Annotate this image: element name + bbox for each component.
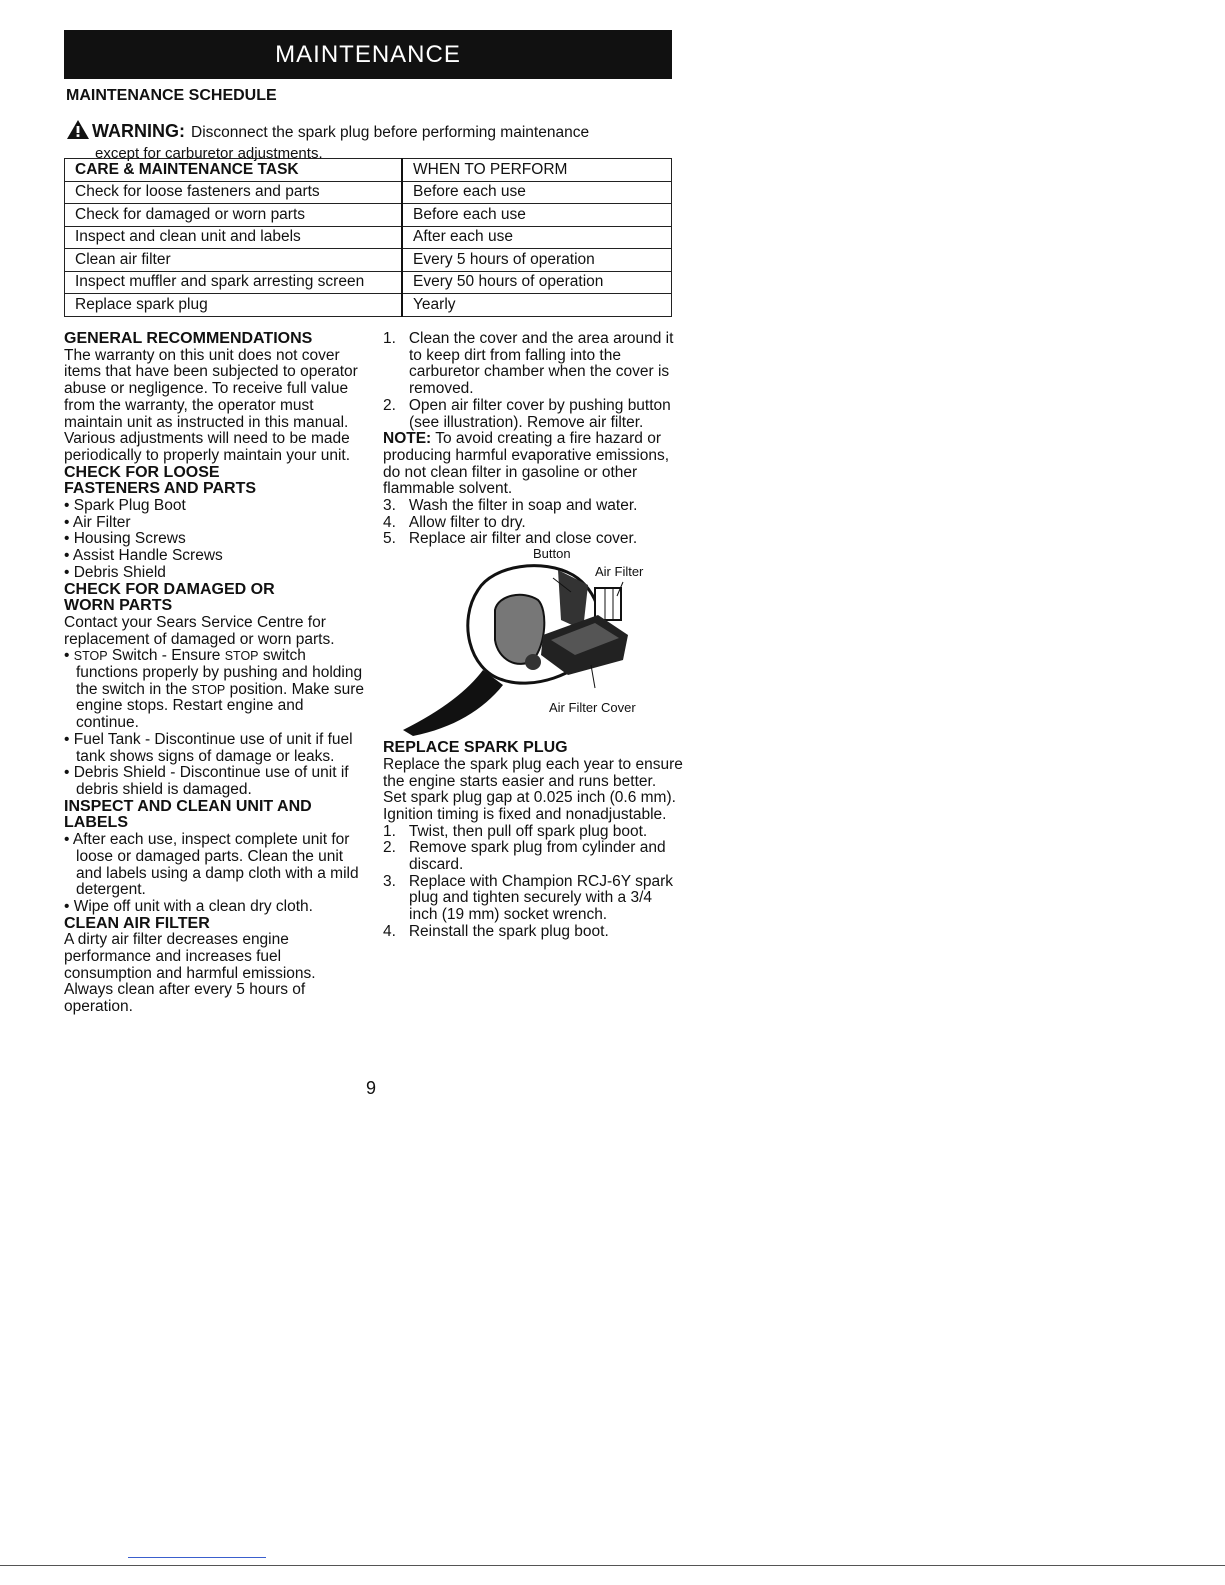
- list-item: • Wipe off unit with a clean dry cloth.: [64, 897, 313, 915]
- step-item: 5. Replace air filter and close cover.: [383, 530, 638, 548]
- footer-link-line: [128, 1557, 266, 1558]
- air-filter-heading: CLEAN AIR FILTER: [64, 914, 210, 932]
- maintenance-schedule-table: [64, 158, 672, 317]
- warning-text: Disconnect the spark plug before performing maintenance: [191, 124, 590, 141]
- damaged-heading: CHECK FOR DAMAGED OR: [64, 580, 275, 598]
- step-item: 1. Twist, then pull off spark plug boot.: [383, 822, 648, 840]
- when-cell: After each use: [402, 226, 672, 249]
- when-cell: Before each use: [402, 204, 672, 227]
- when-cell: Every 50 hours of operation: [402, 271, 672, 294]
- damaged-heading-cont: WORN PARTS: [64, 597, 173, 615]
- step-item: 2. Open air filter cover by pushing button (see illustration). Remove air filter.: [383, 396, 671, 431]
- task-cell: Replace spark plug: [65, 294, 403, 317]
- loose-heading-cont: FASTENERS AND PARTS: [64, 480, 257, 498]
- list-item: • Debris Shield - Discontinue use of unit if debris shield is damaged.: [64, 764, 349, 798]
- table-row: [65, 249, 672, 272]
- general-paragraph: The warranty on this unit does not cover items that have been subjected to operator abuse or negligence. To receive full value from the warranty, the operator must maintain unit as instructed in this manual. Various adjustments will need to be made periodically to properly maintain your unit.: [64, 346, 358, 464]
- spark-plug-heading: REPLACE SPARK PLUG: [383, 739, 568, 757]
- task-cell: Clean air filter: [65, 249, 403, 272]
- list-item: • Spark Plug Boot: [64, 497, 186, 515]
- list-item: • Debris Shield: [64, 563, 166, 581]
- left-column: [64, 331, 364, 1016]
- warning-text-cont: except for carburetor adjustments.: [95, 145, 323, 162]
- table-row: [65, 294, 672, 317]
- air-filter-paragraph: A dirty air filter decreases engine performance and increases fuel consumption and harmful emissions. Always clean after every 5 hours of operation.: [64, 931, 316, 1016]
- general-heading: GENERAL RECOMMENDATIONS: [64, 330, 313, 347]
- damaged-paragraph: Contact your Sears Service Centre for replacement of damaged or worn parts.: [64, 613, 335, 648]
- step-item: 3. Wash the filter in soap and water.: [383, 497, 638, 515]
- section-title: MAINTENANCE: [275, 40, 461, 68]
- list-item: • STOP Switch - Ensure STOP switch functions properly by pushing and holding the switch in the STOP position. Make sure engine stops. Restart engine and continue.: [64, 647, 364, 732]
- schedule-title: MAINTENANCE SCHEDULE: [66, 87, 277, 104]
- warning-label: WARNING:: [92, 121, 185, 141]
- list-item: • After each use, inspect complete unit for loose or damaged parts. Clean the unit and labels using a damp cloth with a mild detergent.: [64, 831, 359, 899]
- task-cell: Inspect muffler and spark arresting screen: [65, 271, 403, 294]
- when-cell: Before each use: [402, 181, 672, 204]
- step-item: 3. Replace with Champion RCJ-6Y spark plug and tighten securely with a 3/4 inch (19 mm) socket wrench.: [383, 872, 674, 924]
- air-filter-label: Air Filter: [595, 564, 644, 580]
- inspect-heading: INSPECT AND CLEAN UNIT AND: [64, 797, 312, 815]
- task-cell: Inspect and clean unit and labels: [65, 226, 403, 249]
- note: NOTE: To avoid creating a fire hazard or producing harmful evaporative emissions, do not clean filter in gasoline or other flammable solvent.: [383, 430, 670, 498]
- table-header-row: [65, 159, 672, 182]
- table-row: [65, 181, 672, 204]
- column-header-when: WHEN TO PERFORM: [402, 159, 672, 182]
- air-filter-cover-label: Air Filter Cover: [549, 700, 636, 716]
- list-item: • Assist Handle Screws: [64, 547, 223, 565]
- list-item: • Air Filter: [64, 513, 131, 531]
- list-item: • Fuel Tank - Discontinue use of unit if fuel tank shows signs of damage or leaks.: [64, 730, 353, 765]
- step-item: 4. Allow filter to dry.: [383, 513, 526, 531]
- inspect-heading-cont: LABELS: [64, 814, 128, 832]
- loose-heading: CHECK FOR LOOSE: [64, 463, 220, 481]
- step-item: 2. Remove spark plug from cylinder and discard.: [383, 839, 666, 874]
- table-row: [65, 226, 672, 249]
- footer-divider: [0, 1565, 1225, 1566]
- table-row: [65, 271, 672, 294]
- table-row: [65, 204, 672, 227]
- spark-plug-paragraph: Replace the spark plug each year to ensure the engine starts easier and runs better. Set spark plug gap at 0.025 inch (0.6 mm). Ignition timing is fixed and nonadjustable.: [383, 755, 683, 823]
- task-cell: Check for loose fasteners and parts: [65, 181, 403, 204]
- air-filter-illustration: [383, 546, 673, 736]
- page-number: 9: [366, 1078, 377, 1098]
- warning-notice: [66, 119, 676, 163]
- when-cell: Every 5 hours of operation: [402, 249, 672, 272]
- right-column: [383, 331, 683, 941]
- column-header-task: CARE & MAINTENANCE TASK: [65, 159, 403, 182]
- list-item: • Housing Screws: [64, 530, 186, 548]
- button-label: Button: [533, 546, 571, 562]
- when-cell: Yearly: [402, 294, 672, 317]
- section-banner: [64, 30, 672, 79]
- step-item: 4. Reinstall the spark plug boot.: [383, 922, 609, 940]
- task-cell: Check for damaged or worn parts: [65, 204, 403, 227]
- step-item: 1. Clean the cover and the area around it to keep dirt from falling into the carburetor chamber when the cover is removed.: [383, 330, 674, 398]
- warning-triangle-icon: [66, 119, 90, 145]
